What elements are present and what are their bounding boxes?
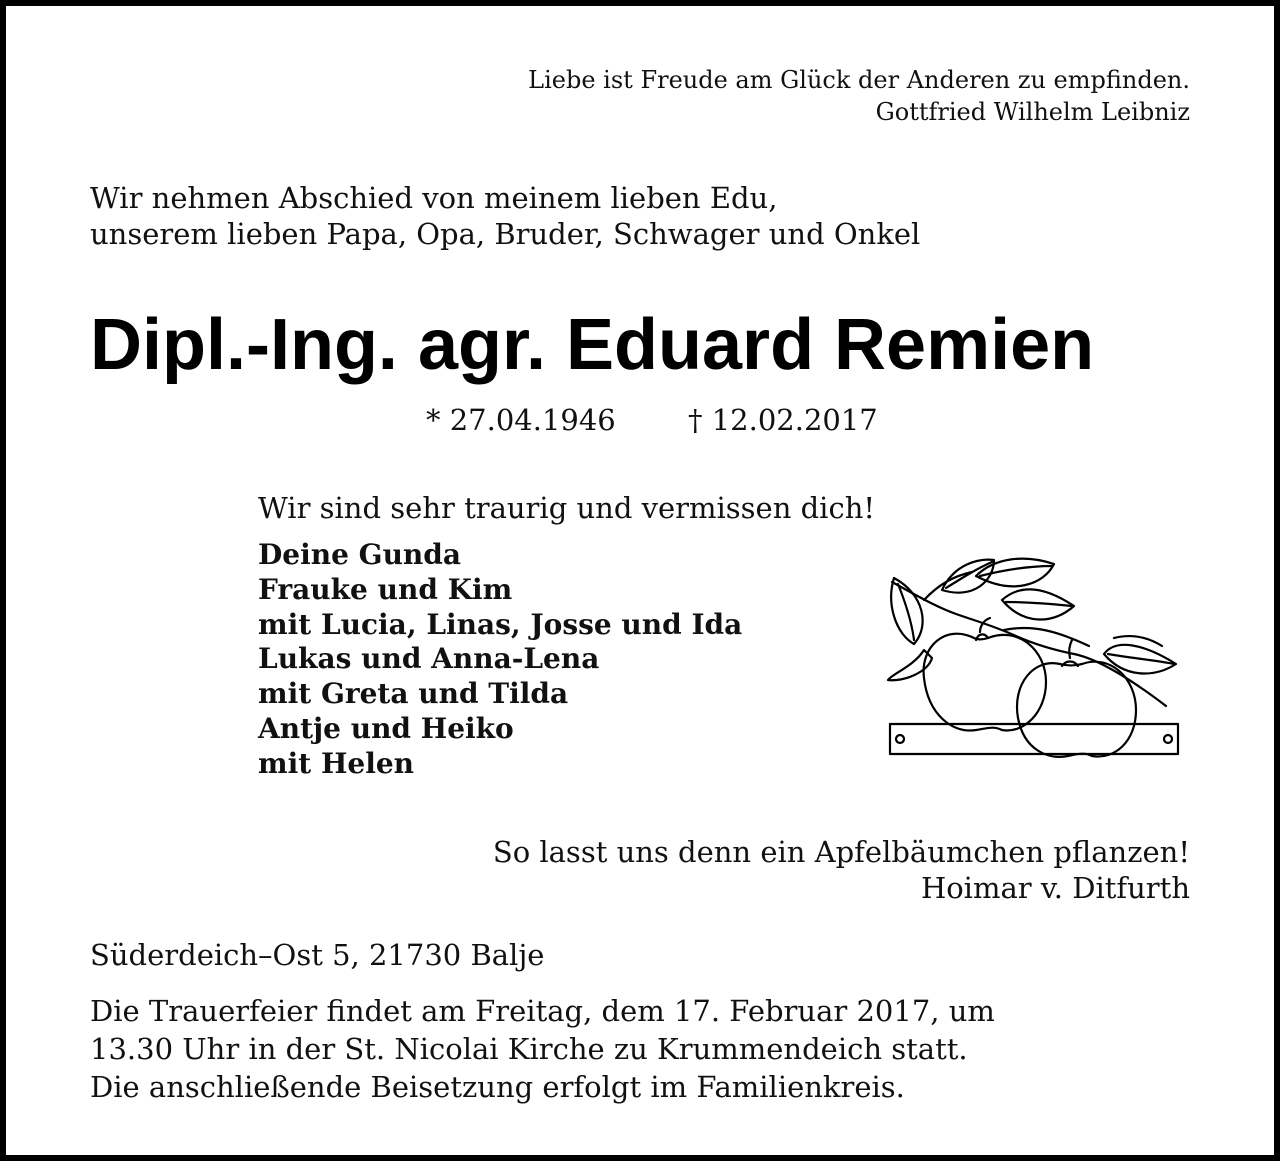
quote-bottom-author: Hoimar v. Ditfurth: [920, 871, 1190, 905]
quote-top: [528, 64, 1190, 128]
address: Süderdeich–Ost 5, 21730 Balje: [90, 938, 545, 972]
quote-top-text: Liebe ist Freude am Glück der Anderen zu empfinden.: [528, 66, 1190, 94]
service-line-2: 13.30 Uhr in der St. Nicolai Kirche zu Krummendeich statt.: [90, 1032, 968, 1066]
intro-text: [90, 180, 920, 252]
intro-line-2: unserem lieben Papa, Opa, Bruder, Schwager und Onkel: [90, 217, 921, 251]
family-member: Lukas und Anna-Lena: [258, 642, 600, 676]
service-line-1: Die Trauerfeier findet am Freitag, dem 17. Februar 2017, um: [90, 994, 995, 1028]
family-member: mit Helen: [258, 746, 415, 780]
birth-date: * 27.04.1946: [426, 403, 616, 437]
intro-line-1: Wir nehmen Abschied von meinem lieben Edu,: [90, 181, 778, 215]
family-member: Frauke und Kim: [258, 572, 513, 606]
death-date: † 12.02.2017: [688, 403, 878, 437]
quote-top-author: Gottfried Wilhelm Leibniz: [875, 98, 1190, 126]
mourning-message: Wir sind sehr traurig und vermissen dich!: [258, 491, 876, 525]
family-member: Deine Gunda: [258, 538, 461, 571]
quote-bottom-text: So lasst uns denn ein Apfelbäumchen pflanzen!: [492, 835, 1190, 869]
funeral-service-info: [90, 992, 995, 1106]
family-list: [258, 538, 742, 782]
family-member: Antje und Heiko: [258, 711, 514, 745]
family-member: mit Lucia, Linas, Josse und Ida: [258, 607, 743, 641]
service-line-3: Die anschließende Beisetzung erfolgt im Familienkreis.: [90, 1070, 905, 1104]
family-member: mit Greta und Tilda: [258, 677, 569, 711]
quote-bottom: [493, 834, 1190, 906]
apples-branch-icon: [884, 554, 1184, 764]
deceased-name: Dipl.-Ing. agr. Eduard Remien: [90, 305, 1095, 385]
